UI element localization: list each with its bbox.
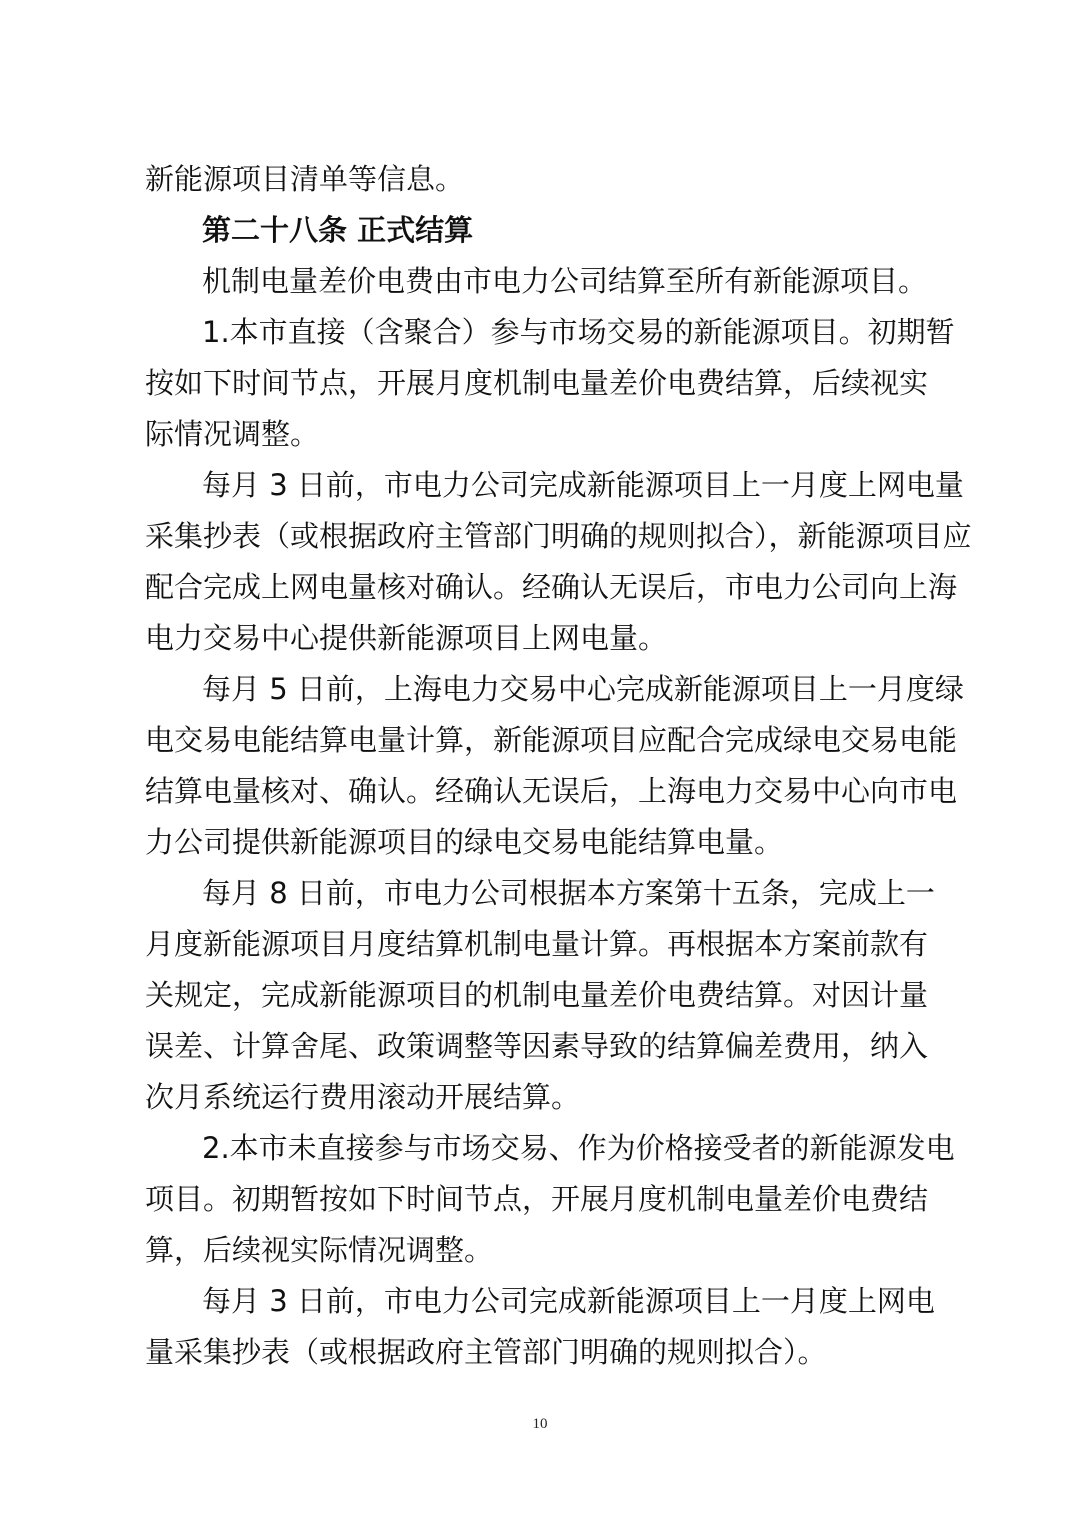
- text-line: 力公司提供新能源项目的绿电交易电能结算电量。: [145, 825, 784, 859]
- article-heading: 第二十八条 正式结算: [202, 213, 474, 247]
- text-line: 配合完成上网电量核对确认。经确认无误后，市电力公司向上海: [145, 570, 958, 604]
- text-line: 机制电量差价电费由市电力公司结算至所有新能源项目。: [202, 264, 928, 298]
- text-line: 际情况调整。: [145, 417, 320, 451]
- text-line: 每月 5 日前，上海电力交易中心完成新能源项目上一月度绿: [202, 672, 964, 706]
- text-line: 月度新能源项目月度结算机制电量计算。再根据本方案前款有: [145, 927, 929, 961]
- text-line: 2.本市未直接参与市场交易、作为价格接受者的新能源发电: [202, 1131, 955, 1165]
- text-line: 每月 3 日前，市电力公司完成新能源项目上一月度上网电量: [202, 468, 964, 502]
- document-body: [145, 154, 972, 1378]
- text-line: 新能源项目清单等信息。: [145, 162, 465, 196]
- text-line: 电交易电能结算电量计算，新能源项目应配合完成绿电交易电能: [145, 723, 958, 757]
- text-line: 误差、计算舍尾、政策调整等因素导致的结算偏差费用，纳入: [145, 1029, 929, 1063]
- text-line: 量采集抄表（或根据政府主管部门明确的规则拟合）。: [145, 1335, 827, 1369]
- text-line: 算，后续视实际情况调整。: [145, 1233, 494, 1267]
- text-line: 结算电量核对、确认。经确认无误后，上海电力交易中心向市电: [145, 774, 958, 808]
- text-line: 每月 3 日前，市电力公司完成新能源项目上一月度上网电: [202, 1284, 935, 1318]
- text-line: 每月 8 日前，市电力公司根据本方案第十五条，完成上一: [202, 876, 935, 910]
- page-number: 10: [532, 1416, 548, 1432]
- text-line: 项目。初期暂按如下时间节点，开展月度机制电量差价电费结: [145, 1182, 929, 1216]
- text-line: 关规定，完成新能源项目的机制电量差价电费结算。对因计量: [145, 978, 929, 1012]
- text-line: 次月系统运行费用滚动开展结算。: [145, 1080, 581, 1114]
- text-line: 按如下时间节点，开展月度机制电量差价电费结算，后续视实: [145, 366, 929, 400]
- text-line: 电力交易中心提供新能源项目上网电量。: [145, 621, 668, 655]
- text-line: 采集抄表（或根据政府主管部门明确的规则拟合），新能源项目应: [145, 519, 972, 553]
- text-line: 1.本市直接（含聚合）参与市场交易的新能源项目。初期暂: [202, 315, 955, 349]
